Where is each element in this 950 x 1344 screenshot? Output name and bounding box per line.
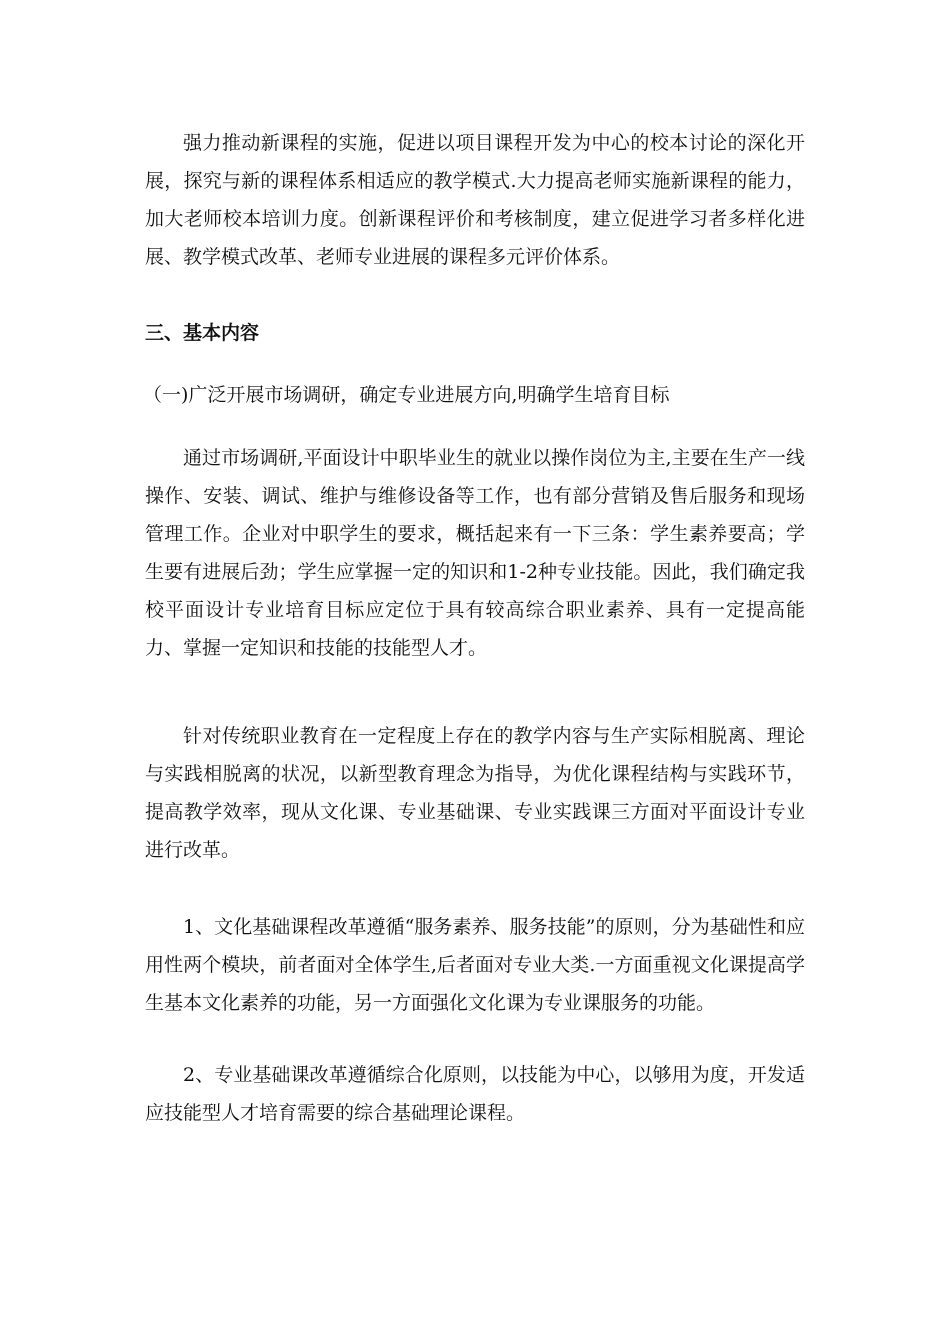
- paragraph-market-research: 通过市场调研,平面设计中职毕业生的就业以操作岗位为主,主要在生产一线操作、安装、调试、维护与维修设备等工作，也有部分营销及售后服务和现场管理工作。企业对中职学生的要求，概括起来有一下三条：学生素养要高；学生要有进展后劲；学生应掌握一定的知识和1-2种专业技能。因此，我们确定我校平面设计专业培育目标应定位于具有较高综合职业素养、具有一定提高能力、掌握一定知识和技能的技能型人才。: [145, 447, 805, 659]
- subsection-heading-market-research: （一)广泛开展市场调研，确定专业进展方向,明确学生培育目标: [143, 384, 670, 406]
- paragraph-reform-overview: 针对传统职业教育在一定程度上存在的教学内容与生产实际相脱离、理论与实践相脱离的状况，以新型教育理念为指导，为优化课程结构与实践环节，提高教学效率，现从文化课、专业基础课、专业实践课三方面对平面设计专业进行改革。: [145, 725, 805, 861]
- section-heading-basic-content: 三、基本内容: [145, 322, 260, 344]
- paragraph-intro: 强力推动新课程的实施，促进以项目课程开发为中心的校本讨论的深化开展，探究与新的课程体系相适应的教学模式.大力提高老师实施新课程的能力，加大老师校本培训力度。创新课程评价和考核制度，建立促进学习者多样化进展、教学模式改革、老师专业进展的课程多元评价体系。: [145, 132, 805, 268]
- paragraph-culture-course-reform: 1、文化基础课程改革遵循“服务素养、服务技能”的原则，分为基础性和应用性两个模块，前者面对全体学生,后者面对专业大类.一方面重视文化课提高学生基本文化素养的功能，另一方面强化文化课为专业课服务的功能。: [145, 916, 805, 1014]
- paragraph-professional-basic-reform: 2、专业基础课改革遵循综合化原则，以技能为中心，以够用为度，开发适应技能型人才培育需要的综合基础理论课程。: [145, 1064, 805, 1124]
